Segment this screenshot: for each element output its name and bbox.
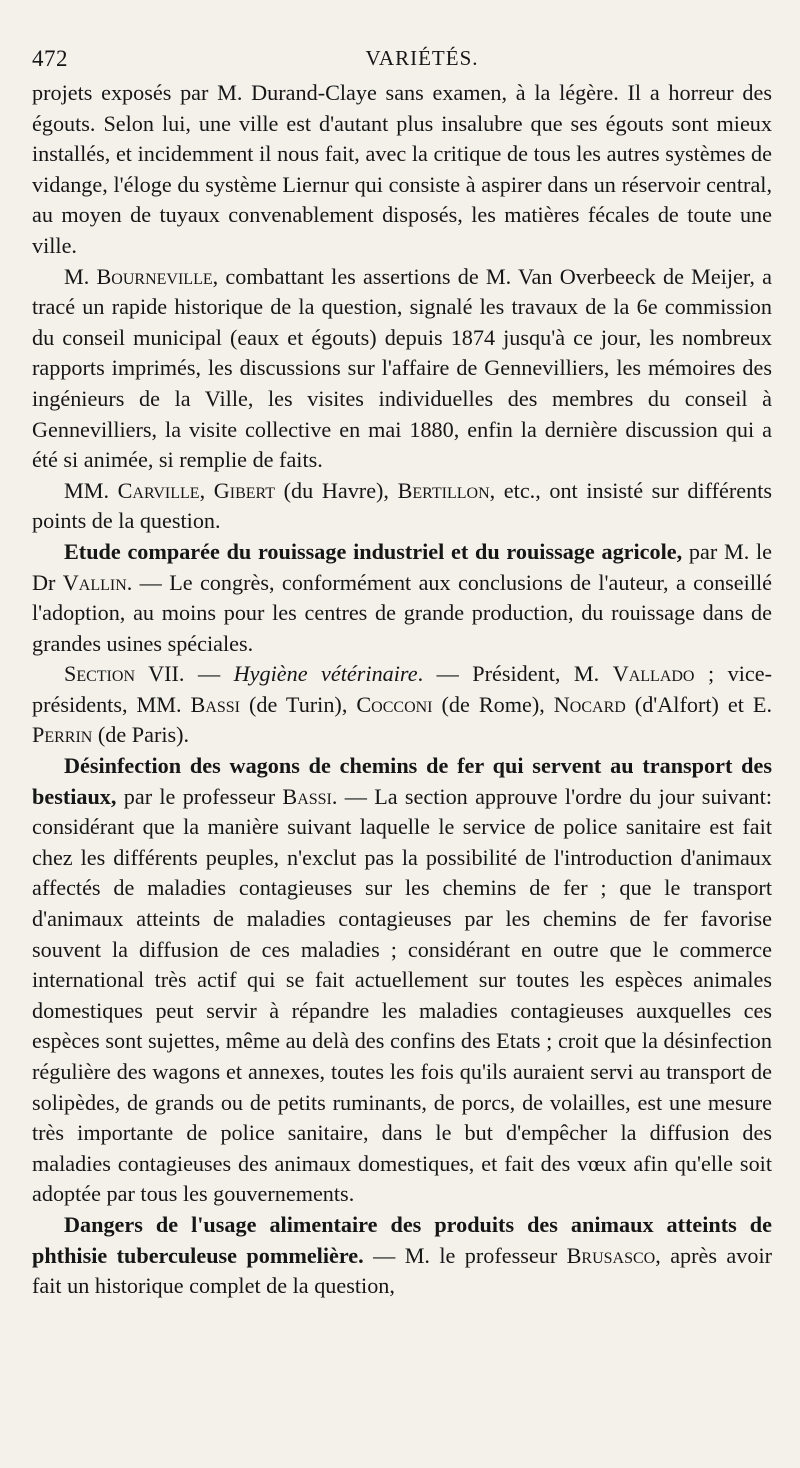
person-name: Vallin: [62, 569, 127, 595]
paragraph-2: M. Bourneville, combattant les assertions de M. Van Overbeeck de Meijer, a tracé un rapide historique de la question, signalé les travaux de la 6e commission du conseil municipal (eaux et égouts) depuis 1874 jusqu'à ce jour, les nombreux rapports imprimés, les discussions sur l'affaire de Gennevilliers, les mémoires des ingénieurs de la Ville, les visites individuelles des membres du conseil à Gennevilliers, la visite collective en mai 1880, enfin la dernière discussion qui a été si animée, si remplie de faits.: [32, 263, 772, 473]
running-title: VARIÉTÉS.: [365, 46, 479, 70]
paragraph-title: Dangers de l'usage alimentaire des produits des animaux atteints de phthisie tuberculeuse pommelière.: [32, 1211, 772, 1268]
person-name: Perrin: [32, 722, 93, 748]
body-text: [32, 78, 772, 1302]
person-name: Gibert: [213, 477, 276, 503]
paragraph-6: Désinfection des wagons de chemins de fer qui servent au transport des bestiaux, par le professeur Bassi. — La section approuve l'ordre du jour suivant: considérant que la manière suivant laquelle le service de police sanitaire est fait chez les différents peuples, n'exclut pas la possibilité de l'introduction d'animaux affectés de maladies contagieuses sur les chemins de fer ; que le transport d'animaux atteints de maladies contagieuses par les chemins de fer favorise souvent la diffusion de ces maladies ; considérant en outre que le commerce international très actif qui se fait actuellement sur toutes les espèces animales domestiques peut servir à répandre les maladies contagieuses auxquelles ces espèces sont sujettes, même au delà des confins des Etats ; croit que la désinfection régulière des wagons et annexes, toutes les fois qu'ils auraient servi au transport de solipèdes, de grands ou de petits ruminants, de porcs, de volailles, est une mesure très importante de police sanitaire, dans le but d'empêcher la diffusion des maladies contagieuses des animaux domestiques, et fait des vœux afin qu'elle soit adoptée par tous les gouvernements.: [32, 753, 772, 1207]
page-header: [32, 38, 772, 78]
person-name: Nocard: [553, 691, 626, 717]
person-name: Carville: [117, 477, 200, 503]
paragraph-1: projets exposés par M. Durand-Claye sans examen, à la légère. Il a horreur des égouts. Selon lui, une ville est d'autant plus insalubre que ses égouts sont mieux installés, et incidemment il nous fait, avec la critique de tous les autres systèmes de vidange, l'éloge du système Liernur qui consiste à aspirer dans un réservoir central, au moyen de tuyaux convenablement disposés, les matières fécales de toute une ville.: [32, 80, 772, 258]
person-name: Vallado: [612, 661, 695, 687]
paragraph-title: Etude comparée du rouissage industriel et du rouissage agricole,: [64, 538, 683, 564]
paragraph-7: Dangers de l'usage alimentaire des produits des animaux atteints de phthisie tuberculeuse pommelière. — M. le professeur Brusasco, après avoir fait un historique complet de la question,: [32, 1211, 772, 1299]
person-name: Bassi: [282, 783, 332, 809]
paragraph-4: Etude comparée du rouissage industriel et du rouissage agricole, par M. le Dr Vallin. — Le congrès, conformément aux conclusions de l'auteur, a conseillé l'adoption, au moins pour les centres de grande production, du rouissage dans de grandes usines spéciales.: [32, 538, 772, 656]
person-name: Bertillon: [397, 477, 490, 503]
person-name: Cocconi: [356, 691, 433, 717]
person-name: Bourneville: [96, 263, 213, 289]
section-title: Hygiène vétérinaire: [233, 661, 418, 687]
paragraph-title: Désinfection des wagons de chemins de fer qui servent au transport des bestiaux,: [32, 753, 772, 809]
person-name: Brusasco: [566, 1242, 656, 1268]
section-label: Section VII: [64, 661, 179, 687]
paragraph-5: Section VII. — Hygiène vétérinaire. — Président, M. Vallado ; vice-présidents, MM. Bassi (de Turin), Cocconi (de Rome), Nocard (d'Alfort) et E. Perrin (de Paris).: [32, 661, 773, 748]
paragraph-3: MM. Carville, Gibert (du Havre), Bertillon, etc., ont insisté sur différents points de la question.: [32, 477, 772, 534]
person-name: Bassi: [190, 691, 240, 717]
page-number: 472: [32, 46, 68, 71]
